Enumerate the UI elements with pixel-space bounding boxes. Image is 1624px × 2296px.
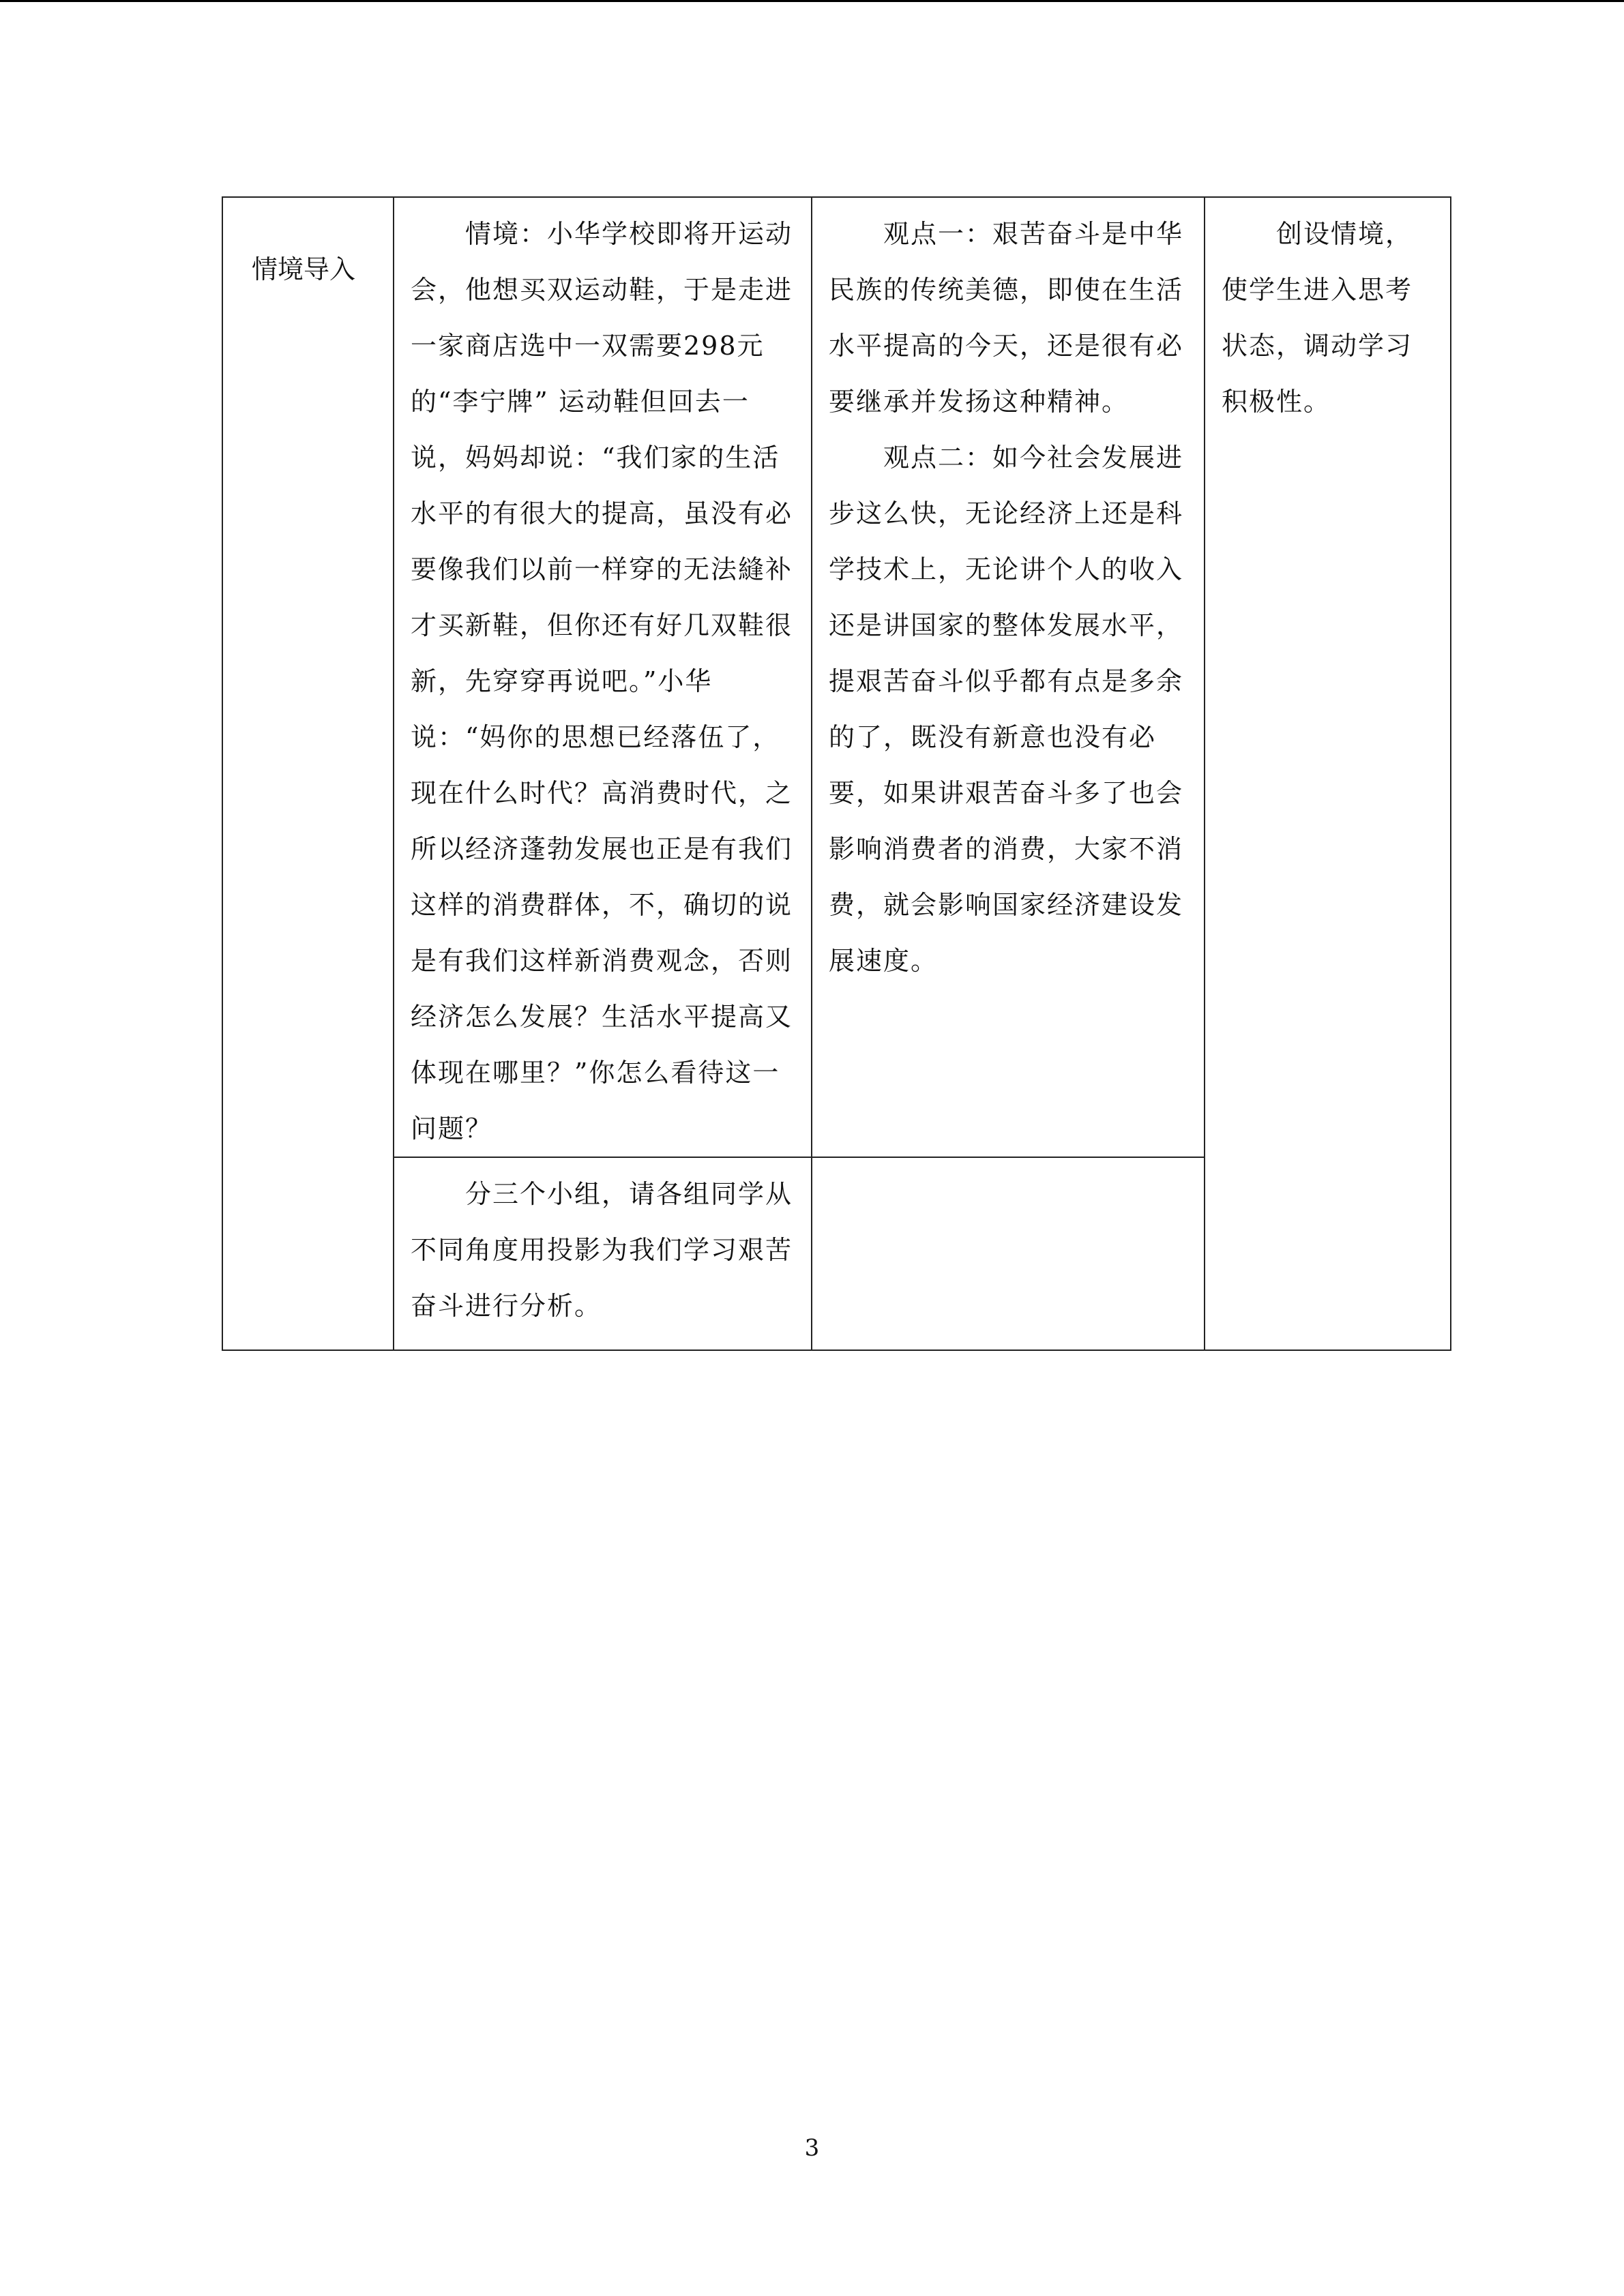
scenario-cell: [394, 197, 812, 1157]
page-number: 3: [804, 2134, 820, 2162]
scenario-text: 情境：小华学校即将开运动会，他想买双运动鞋，于是走进一家商店选中一双需要298元的“李宁牌” 运动鞋但回去一说，妈妈却说：“我们家的生活水平的有很大的提高，虽没有必要像我们以前一样穿的无法縫补才买新鞋，但你还有好几双鞋很新，先穿穿再说吧。”小华说：“妈你的思想已经落伍了，现在什么时代？高消费时代，之所以经济蓬勃发展也正是有我们这样的消费群体，不，确切的说是有我们这样新消费观念，否则经济怎么发展？生活水平提高又体现在哪里？”你怎么看待这一问题？: [411, 219, 793, 1144]
stage-label: 情境导入: [252, 254, 356, 284]
table-row: [222, 197, 1451, 1157]
viewpoints-cell: [812, 197, 1205, 1157]
viewpoint-two-text: 观点二：如今社会发展进步这么快，无论经济上还是科学技术上，无论讲个人的收入还是讲国家的整体发展水平，提艰苦奋斗似乎都有点是多余的了，既没有新意也没有必要，如果讲艰苦奋斗多了也会影响消费者的消费，大家不消费，就会影响国家经济建设发展速度。: [829, 443, 1184, 976]
group-task-text: 分三个小组，请各组同学从不同角度用投影为我们学习艰苦奋斗进行分析。: [411, 1179, 793, 1321]
group-task-cell: [394, 1157, 812, 1350]
page-top-border: [0, 0, 1624, 2]
design-intent-text: 创设情境，使学生进入思考状态，调动学习积极性。: [1222, 219, 1413, 417]
viewpoint-one-text: 观点一：艰苦奋斗是中华民族的传统美德，即使在生活水平提高的今天，还是很有必要继承并发扬这种精神。: [829, 219, 1184, 417]
design-intent-cell: [1205, 197, 1451, 1350]
empty-cell: [812, 1157, 1205, 1350]
lesson-plan-table: [222, 196, 1451, 1351]
stage-cell: [222, 197, 394, 1350]
